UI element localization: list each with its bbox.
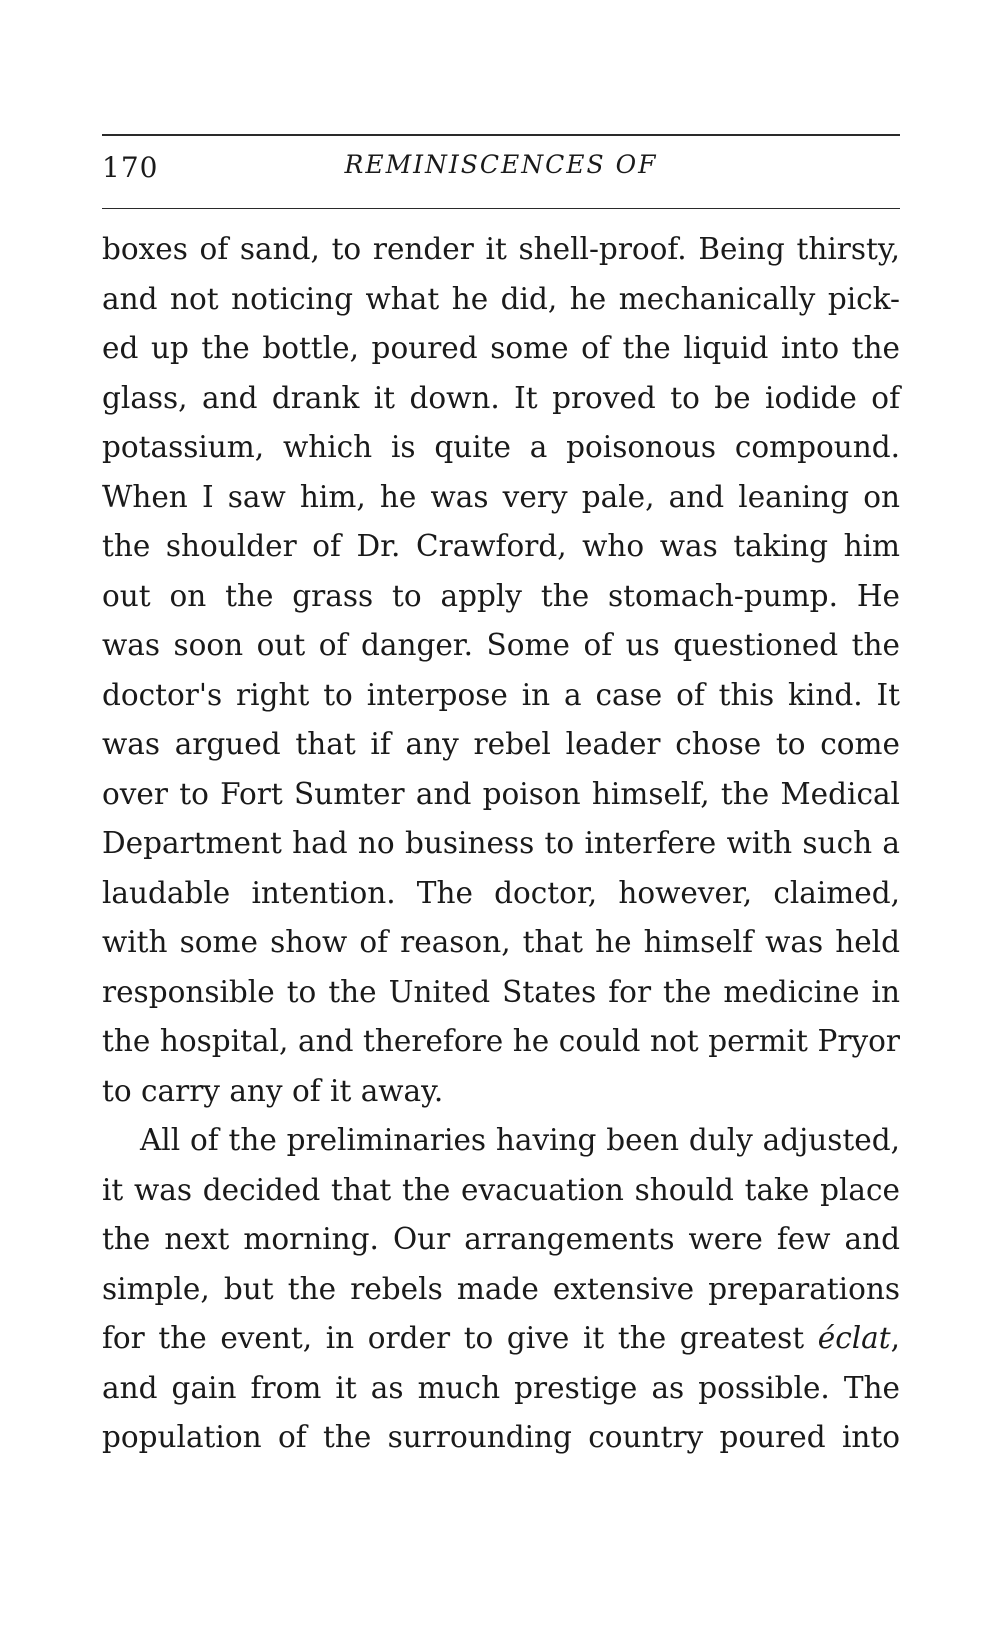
paragraph-1 xyxy=(102,225,900,1116)
text-line: to carry any of it away. xyxy=(102,1073,444,1108)
text-line: responsible to the United States for the medicine in xyxy=(102,974,900,1009)
text-line: out on the grass to apply the stomach-pump. He xyxy=(102,578,900,613)
text-line: was argued that if any rebel leader chose to come xyxy=(102,727,900,761)
text-line: over to Fort Sumter and poison himself, the Medical xyxy=(102,776,900,811)
text-line: the shoulder of Dr. Crawford, who was taking him xyxy=(102,529,900,563)
text-line: simple, but the rebels made extensive preparations xyxy=(102,1271,900,1306)
text-line: When I saw him, he was very pale, and leaning on xyxy=(102,479,900,514)
header-top-rule xyxy=(102,134,900,136)
text-line: Department had no business to interfere with such a xyxy=(102,826,900,860)
running-title: REMINISCENCES OF xyxy=(344,150,658,179)
text-line-with-italic xyxy=(102,1314,900,1364)
text-line: was soon out of danger. Some of us questioned the xyxy=(102,628,900,662)
text-line: glass, and drank it down. It proved to be iodide of xyxy=(102,380,900,415)
text-line: All of the preliminaries having been duly adjusted, xyxy=(140,1123,900,1157)
header-bottom-rule xyxy=(102,208,900,209)
text-line: ed up the bottle, poured some of the liquid into the xyxy=(102,331,900,365)
text-line: the next morning. Our arrangements were few and xyxy=(102,1222,900,1256)
body-text xyxy=(102,225,900,1463)
text-line: boxes of sand, to render it shell-proof. Being thirsty, xyxy=(102,232,900,266)
text-line: laudable intention. The doctor, however, claimed, xyxy=(102,875,900,910)
paragraph-2 xyxy=(102,1116,900,1463)
text-line: it was decided that the evacuation should take place xyxy=(102,1172,900,1207)
italic-word: éclat xyxy=(817,1321,891,1355)
text-line: and not noticing what he did, he mechanically pick- xyxy=(102,281,900,316)
text-line: the hospital, and therefore he could not permit Pryor xyxy=(102,1024,900,1058)
text-line: doctor's right to interpose in a case of this kind. It xyxy=(102,677,900,712)
text-line: with some show of reason, that he himself was held xyxy=(102,925,900,959)
page-number: 170 xyxy=(102,151,159,184)
text-line: population of the surrounding country poured into xyxy=(102,1420,900,1454)
text-segment: for the event, in order to give it the greatest xyxy=(102,1321,818,1355)
text-line: potassium, which is quite a poisonous compound. xyxy=(102,430,900,464)
text-segment: , xyxy=(890,1321,900,1355)
text-line: and gain from it as much prestige as possible. The xyxy=(102,1370,900,1405)
